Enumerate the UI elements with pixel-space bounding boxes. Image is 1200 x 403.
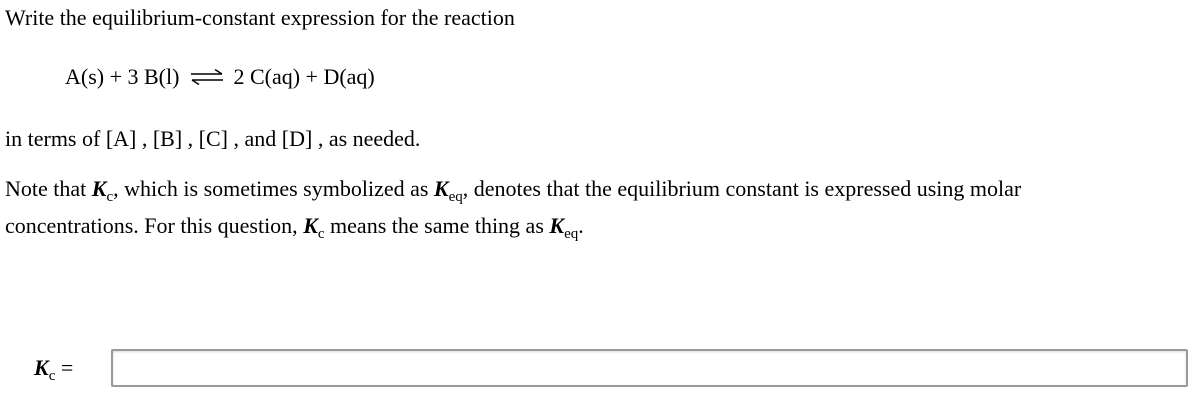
keq-symbol: $K_{eq}$ [433, 176, 463, 205]
kc-symbol: $K_c$ [303, 213, 325, 242]
kc-answer-input[interactable] [111, 349, 1188, 387]
note-line-1: Note that $K_c$, which is sometimes symbolized as $K_{eq}$, denotes that the equilibrium constant is expressed using molar [5, 176, 1022, 205]
reaction-equation [65, 66, 375, 88]
note-line-2: concentrations. For this question, $K_c$ means the same thing as $K_{eq}$. [5, 213, 584, 242]
terms-instruction: in terms of [A] , [B] , [C] , and [D] , as needed. [5, 126, 421, 151]
question-prompt: Write the equilibrium-constant expression for the reaction [5, 5, 515, 30]
reaction-products: 2 C(aq) + D(aq) [233, 64, 375, 89]
kc-symbol: $K_c$ [91, 176, 114, 205]
reaction-reactants: A(s) + 3 B(l) [65, 64, 180, 89]
answer-label: $K_c$ = [34, 355, 74, 384]
equilibrium-arrows-icon [190, 69, 224, 85]
kc-symbol: $K_c$ [34, 355, 56, 384]
keq-symbol: $K_{eq}$ [549, 213, 579, 242]
